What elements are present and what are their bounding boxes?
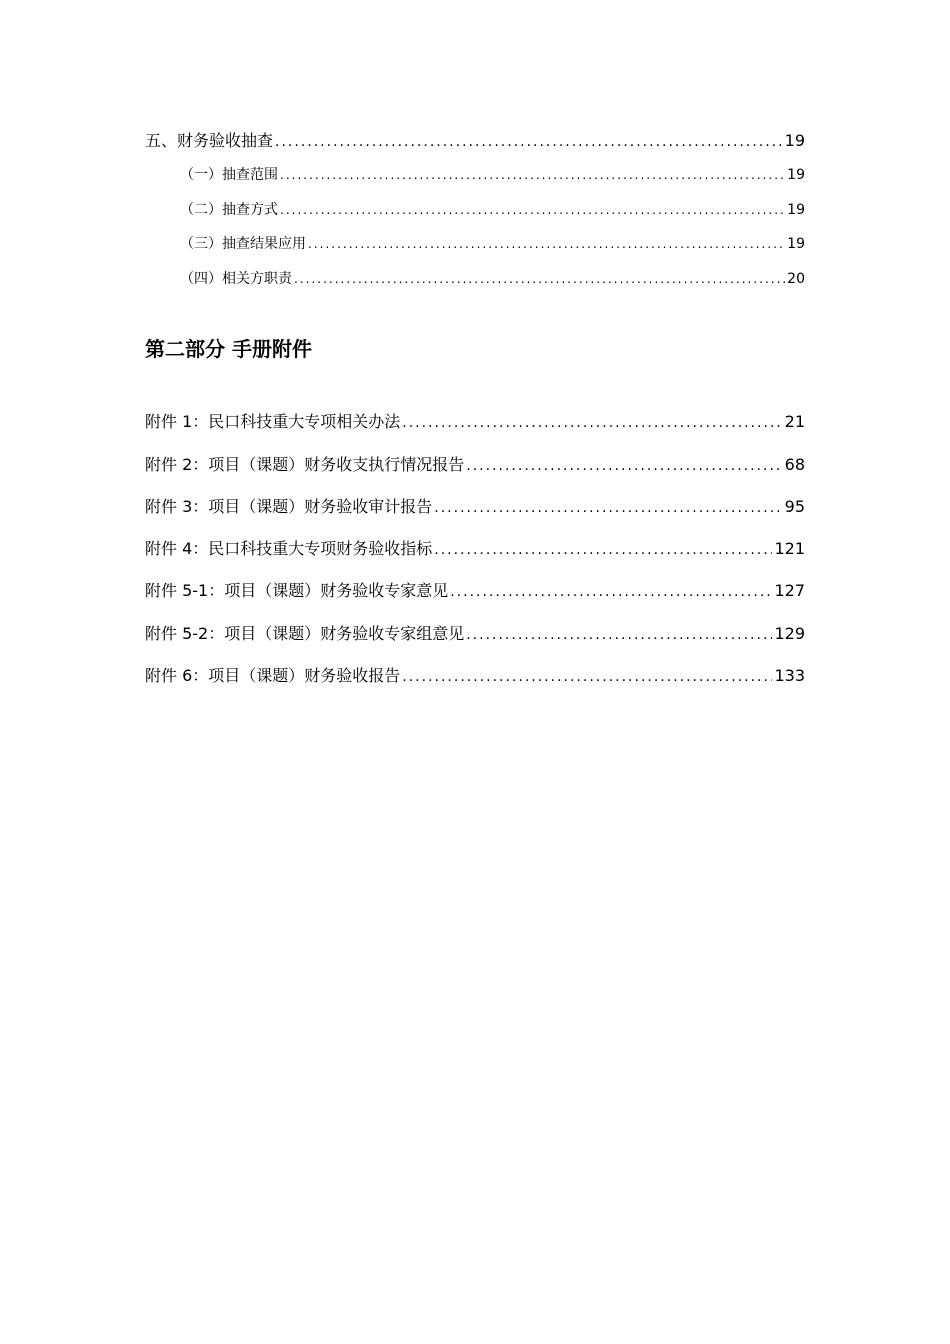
toc-entry-label: 附件 5-2：项目（课题）财务验收专家组意见 [145,624,465,643]
toc-page-number: 68 [784,455,805,474]
toc-leader-dots [308,237,785,251]
toc-leader-dots [280,203,785,217]
toc-page-number: 95 [784,497,805,516]
toc-leader-dots [402,415,782,431]
toc-entry-attachment-5-2[interactable] [145,621,805,644]
toc-page-number: 19 [787,202,805,218]
toc-leader-dots [466,458,782,474]
toc-entry-sub-3[interactable] [180,233,805,253]
toc-entry-label: （三）抽查结果应用 [180,236,306,252]
toc-leader-dots [402,669,772,685]
toc-entry-label: 附件 6：项目（课题）财务验收报告 [145,666,401,685]
toc-page-number: 133 [774,666,805,685]
toc-entry-attachment-3[interactable] [145,494,805,517]
toc-page-number: 21 [784,412,805,431]
toc-leader-dots [280,168,785,182]
toc-leader-dots [466,627,772,643]
toc-entry-sub-4[interactable] [180,268,805,288]
toc-entry-label: （四）相关方职责 [180,271,292,287]
toc-entry-label: 附件 3：项目（课题）财务验收审计报告 [145,497,433,516]
toc-page-number: 127 [774,581,805,600]
toc-entry-section-five[interactable] [145,128,805,151]
toc-entry-attachment-6[interactable] [145,663,805,686]
toc-entry-attachment-4[interactable] [145,536,805,559]
toc-entry-sub-2[interactable] [180,199,805,219]
toc-leader-dots [294,272,785,286]
toc-leader-dots [450,584,772,600]
toc-leader-dots [434,500,782,516]
toc-entry-label: （二）抽查方式 [180,202,278,218]
toc-entry-label: （一）抽查范围 [180,167,278,183]
toc-entry-label: 附件 1：民口科技重大专项相关办法 [145,412,401,431]
part-two-title: 第二部分 手册附件 [145,337,312,361]
toc-entry-attachment-5-1[interactable] [145,578,805,601]
toc-entry-attachment-2[interactable] [145,452,805,475]
toc-entry-label: 附件 5-1：项目（课题）财务验收专家意见 [145,581,449,600]
toc-page-number: 19 [787,236,805,252]
toc-entry-label: 附件 4：民口科技重大专项财务验收指标 [145,539,433,558]
toc-entry-label: 五、财务验收抽查 [145,131,274,150]
toc-page-number: 121 [774,539,805,558]
toc-entry-label: 附件 2：项目（课题）财务收支执行情况报告 [145,455,465,474]
toc-entry-attachment-1[interactable] [145,409,805,432]
toc-page-number: 19 [787,167,805,183]
toc-page-number: 19 [784,131,805,150]
toc-page-number: 129 [774,624,805,643]
toc-page-number: 20 [787,271,805,287]
toc-entry-sub-1[interactable] [180,164,805,184]
toc-leader-dots [275,134,783,150]
toc-leader-dots [434,542,772,558]
